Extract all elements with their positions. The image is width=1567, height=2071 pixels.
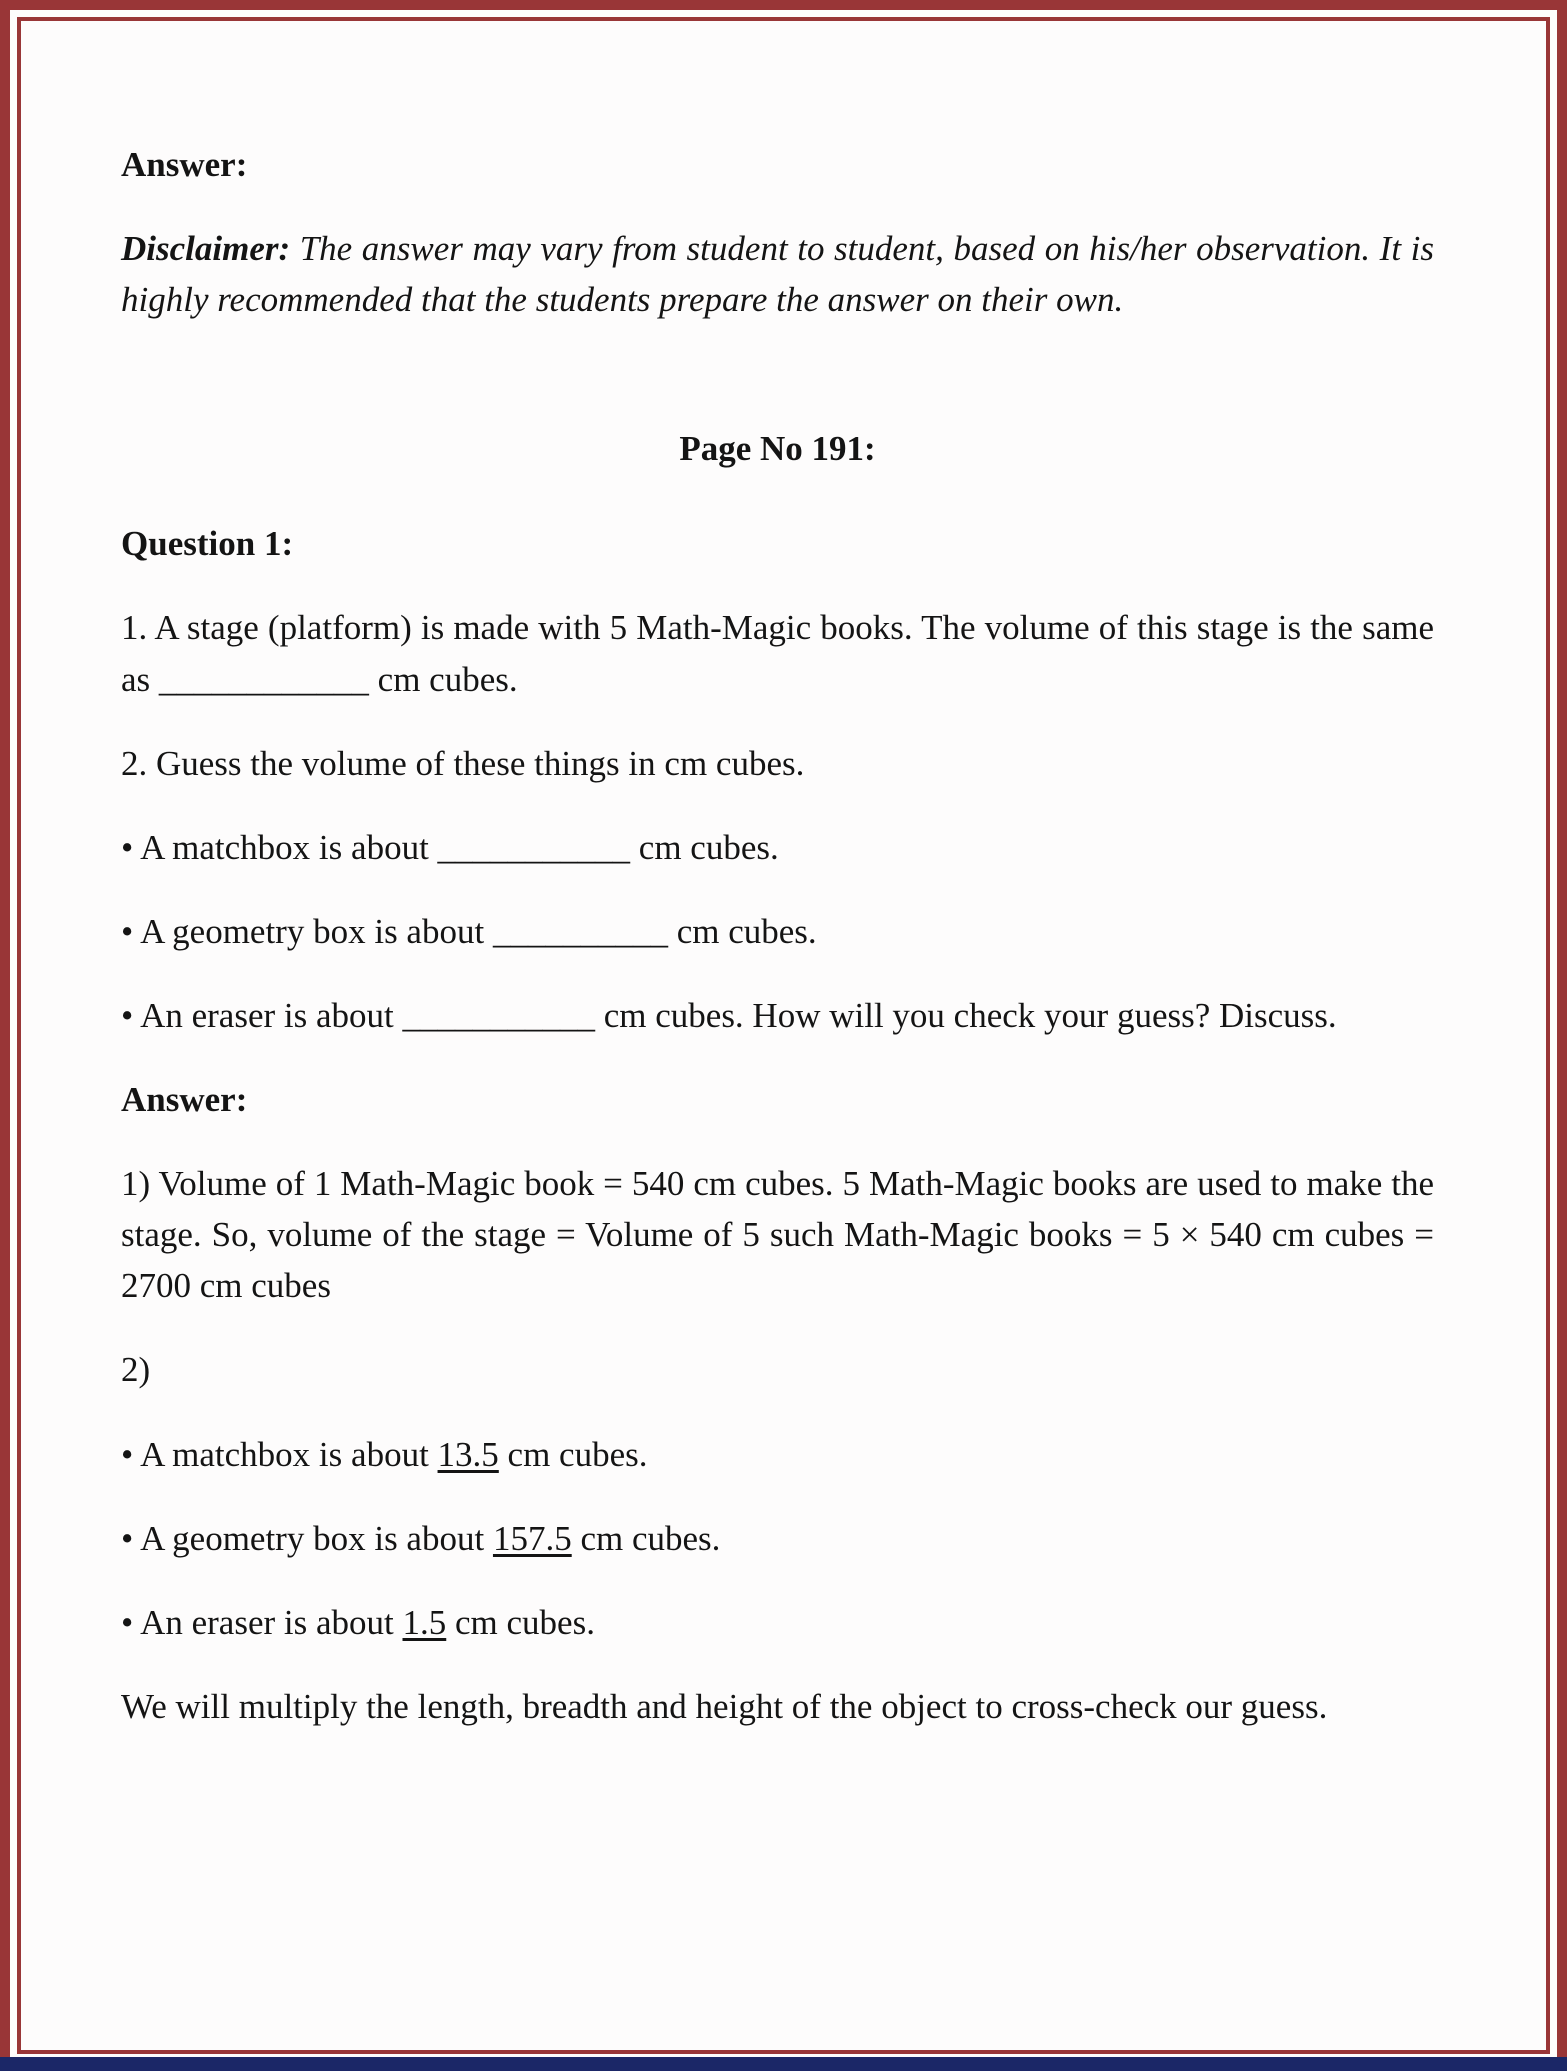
page-title: Page No 191: <box>679 429 876 469</box>
answer-label-part2: 2) <box>121 1350 151 1390</box>
question-heading: Question 1: <box>121 524 294 564</box>
question-bullet-geometry-box: • A geometry box is about __________ cm cubes. <box>121 911 817 951</box>
bullet-text-suffix: cm cubes. <box>446 1602 595 1642</box>
disclaimer-text: The answer may vary from student to student, based on his/her observation. It is highly recommended that the students prepare the answer on their own. <box>121 229 1434 320</box>
closing-paragraph: We will multiply the length, breadth and height of the object to cross-check our guess. <box>121 1686 1328 1726</box>
question-item-stage: 1. A stage (platform) is made with 5 Math-Magic books. The volume of this stage is the same as ____________ cm cubes. <box>121 608 1434 699</box>
page-border-inner <box>17 17 1550 2054</box>
bullet-text-suffix: cm cubes. <box>571 1518 721 1558</box>
bullet-text-prefix: • A geometry box is about <box>121 1518 493 1558</box>
answer-heading-top: Answer: <box>121 145 248 184</box>
answer-heading-solution: Answer: <box>121 1080 248 1120</box>
disclaimer-paragraph <box>121 223 1434 325</box>
bullet-text-prefix: • A matchbox is about <box>121 1434 438 1474</box>
bottom-blue-bar <box>0 2057 1567 2071</box>
bullet-text-suffix: cm cubes. <box>498 1434 648 1474</box>
underlined-value: 1.5 <box>402 1602 447 1642</box>
answer-bullet-eraser <box>121 1597 1434 1648</box>
underlined-value: 157.5 <box>492 1518 572 1558</box>
disclaimer-label: Disclaimer: <box>121 229 291 269</box>
answer-paragraph-volume: 1) Volume of 1 Math-Magic book = 540 cm cubes. 5 Math-Magic books are used to make the stage. So, volume of the stage = Volume of 5 such Math-Magic books = 5 × 540 cm cubes = 2700 cm cubes <box>121 1164 1434 1306</box>
question-bullet-matchbox: • A matchbox is about ___________ cm cubes. <box>121 827 779 867</box>
answer-bullet-geometry-box <box>121 1513 1434 1564</box>
page-content <box>21 21 1546 1732</box>
question-bullet-eraser: • An eraser is about ___________ cm cubes. How will you check your guess? Discuss. <box>121 995 1337 1035</box>
answer-bullet-matchbox <box>121 1429 1434 1480</box>
question-item-guess: 2. Guess the volume of these things in cm cubes. <box>121 743 805 783</box>
bullet-text-prefix: • An eraser is about <box>121 1602 403 1642</box>
underlined-value: 13.5 <box>437 1434 499 1474</box>
